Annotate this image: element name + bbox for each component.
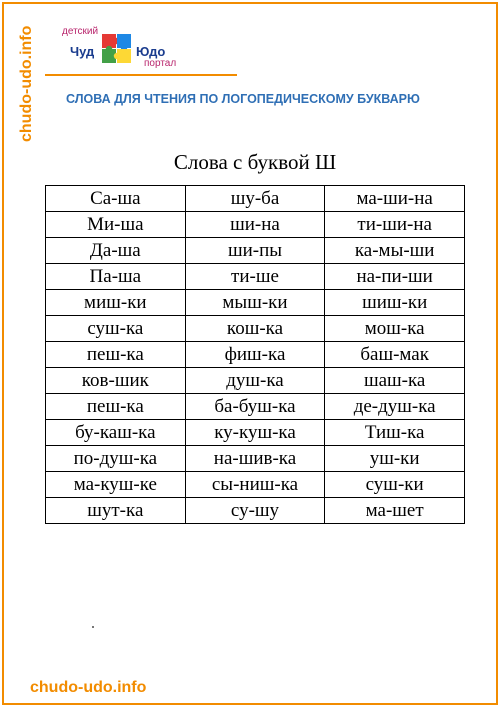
word-cell: пеш-ка xyxy=(46,394,186,420)
word-cell: суш-ка xyxy=(46,316,186,342)
table-row xyxy=(46,342,465,368)
table-row xyxy=(46,290,465,316)
word-cell: ма-куш-ке xyxy=(46,472,186,498)
word-cell: на-пи-ши xyxy=(325,264,465,290)
word-cell: кош-ка xyxy=(185,316,325,342)
word-cell: де-душ-ка xyxy=(325,394,465,420)
word-cell: ши-пы xyxy=(185,238,325,264)
word-cell: ти-ше xyxy=(185,264,325,290)
logo-text-bottom: портал xyxy=(144,58,177,69)
word-cell: уш-ки xyxy=(325,446,465,472)
word-cell: ба-буш-ка xyxy=(185,394,325,420)
document-title: Слова с буквой Ш xyxy=(173,150,337,174)
puzzle-icon xyxy=(100,30,134,68)
side-site-url[interactable]: chudo-udo.info xyxy=(18,25,35,142)
word-cell: ти-ши-на xyxy=(325,212,465,238)
word-cell: на-шив-ка xyxy=(185,446,325,472)
word-cell: ку-куш-ка xyxy=(185,420,325,446)
table-row xyxy=(46,316,465,342)
word-cell: Па-ша xyxy=(46,264,186,290)
table-row xyxy=(46,264,465,290)
table-row xyxy=(46,472,465,498)
word-cell: шут-ка xyxy=(46,498,186,524)
table-row xyxy=(46,394,465,420)
table-row xyxy=(46,238,465,264)
site-logo[interactable] xyxy=(62,24,242,72)
word-cell: по-душ-ка xyxy=(46,446,186,472)
table-row xyxy=(46,212,465,238)
logo-word-left: Чуд xyxy=(70,44,95,59)
word-cell: мош-ка xyxy=(325,316,465,342)
word-cell: шиш-ки xyxy=(325,290,465,316)
word-cell: Тиш-ка xyxy=(325,420,465,446)
word-cell: шу-ба xyxy=(185,186,325,212)
word-cell: шаш-ка xyxy=(325,368,465,394)
word-cell: баш-мак xyxy=(325,342,465,368)
word-cell: сы-ниш-ка xyxy=(185,472,325,498)
bottom-site-url[interactable]: chudo-udo.info xyxy=(30,679,147,696)
word-cell: пеш-ка xyxy=(46,342,186,368)
word-cell: су-шу xyxy=(185,498,325,524)
word-cell: фиш-ка xyxy=(185,342,325,368)
word-cell: миш-ки xyxy=(46,290,186,316)
table-row xyxy=(46,446,465,472)
word-cell: ши-на xyxy=(185,212,325,238)
word-cell: Ми-ша xyxy=(46,212,186,238)
logo-underline xyxy=(45,74,237,76)
table-row xyxy=(46,498,465,524)
word-cell: Да-ша xyxy=(46,238,186,264)
table-row xyxy=(46,420,465,446)
word-cell: суш-ки xyxy=(325,472,465,498)
word-cell: Са-ша xyxy=(46,186,186,212)
word-cell: ка-мы-ши xyxy=(325,238,465,264)
header-title: СЛОВА ДЛЯ ЧТЕНИЯ ПО ЛОГОПЕДИЧЕСКОМУ БУКВАРЮ xyxy=(66,92,420,106)
word-cell: бу-каш-ка xyxy=(46,420,186,446)
logo-word-right: Юдо xyxy=(136,44,166,59)
word-cell: душ-ка xyxy=(185,368,325,394)
word-table xyxy=(45,185,465,524)
word-cell: ма-шет xyxy=(325,498,465,524)
word-cell: мыш-ки xyxy=(185,290,325,316)
word-cell: ма-ши-на xyxy=(325,186,465,212)
logo-text-top: детский xyxy=(62,26,99,37)
table-row xyxy=(46,368,465,394)
table-row xyxy=(46,186,465,212)
word-cell: ков-шик xyxy=(46,368,186,394)
stray-dot xyxy=(92,626,94,628)
